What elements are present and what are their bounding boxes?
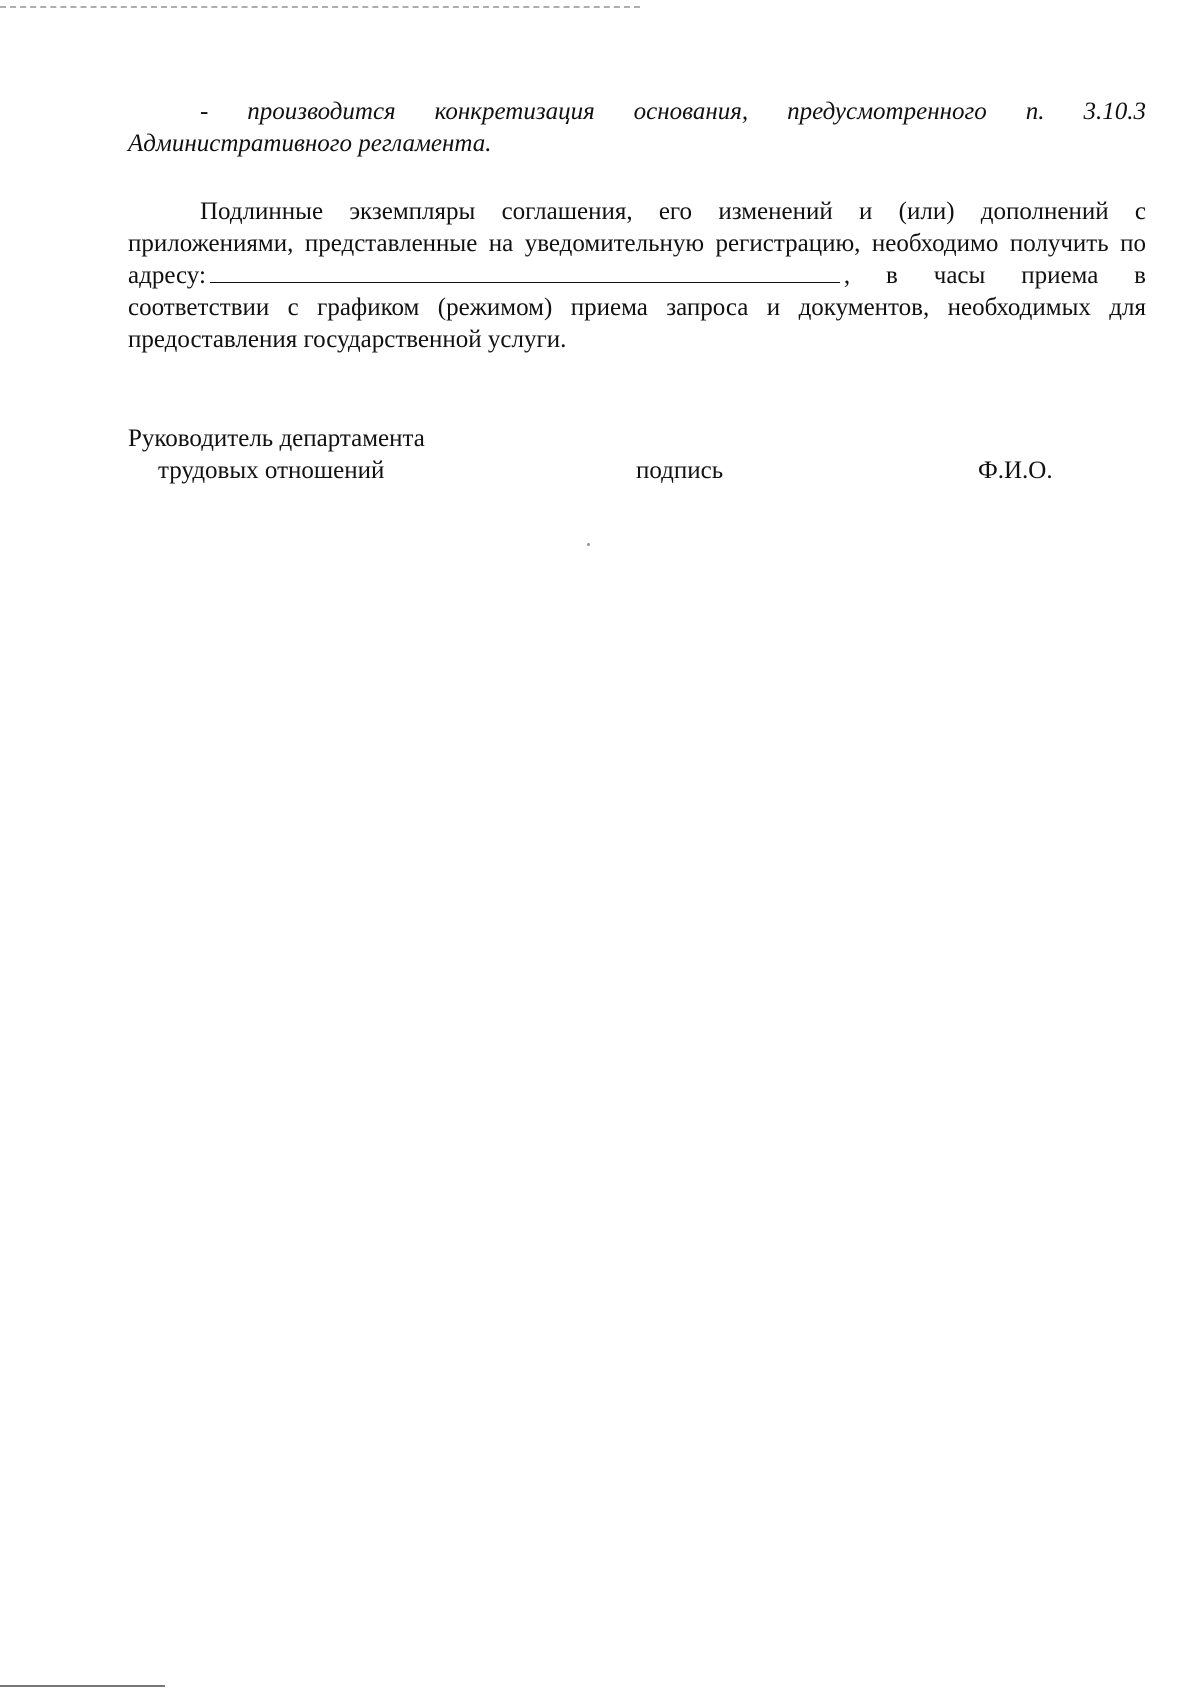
bullet-text: - производится конкретизация основания, предусмотренного п. 3.10.3 Административного регламента. [128, 98, 1146, 157]
signatory-title-line1: Руководитель департамента [128, 425, 425, 452]
signatory-title-line2: трудовых отношений [158, 457, 385, 484]
address-blank-line [210, 260, 840, 283]
bullet-item [128, 96, 1146, 160]
signature-label: подпись [636, 457, 724, 484]
main-paragraph [128, 196, 1146, 356]
full-name-label: Ф.И.О. [978, 457, 1053, 484]
scan-edge-bottom [0, 1685, 165, 1687]
paragraph-text-before: Подлинные экземпляры соглашения, его изменений и (или) дополнений с приложениями, представленные на уведомительную регистрацию, необходимо получить по адресу: [128, 198, 1146, 289]
scan-edge-top [0, 6, 640, 8]
paragraph-text-after: , в часы приема в соответствии с графиком (режимом) приема запроса и документов, необходимых для предоставления государственной услуги. [128, 262, 1146, 353]
scan-speck [587, 543, 590, 546]
